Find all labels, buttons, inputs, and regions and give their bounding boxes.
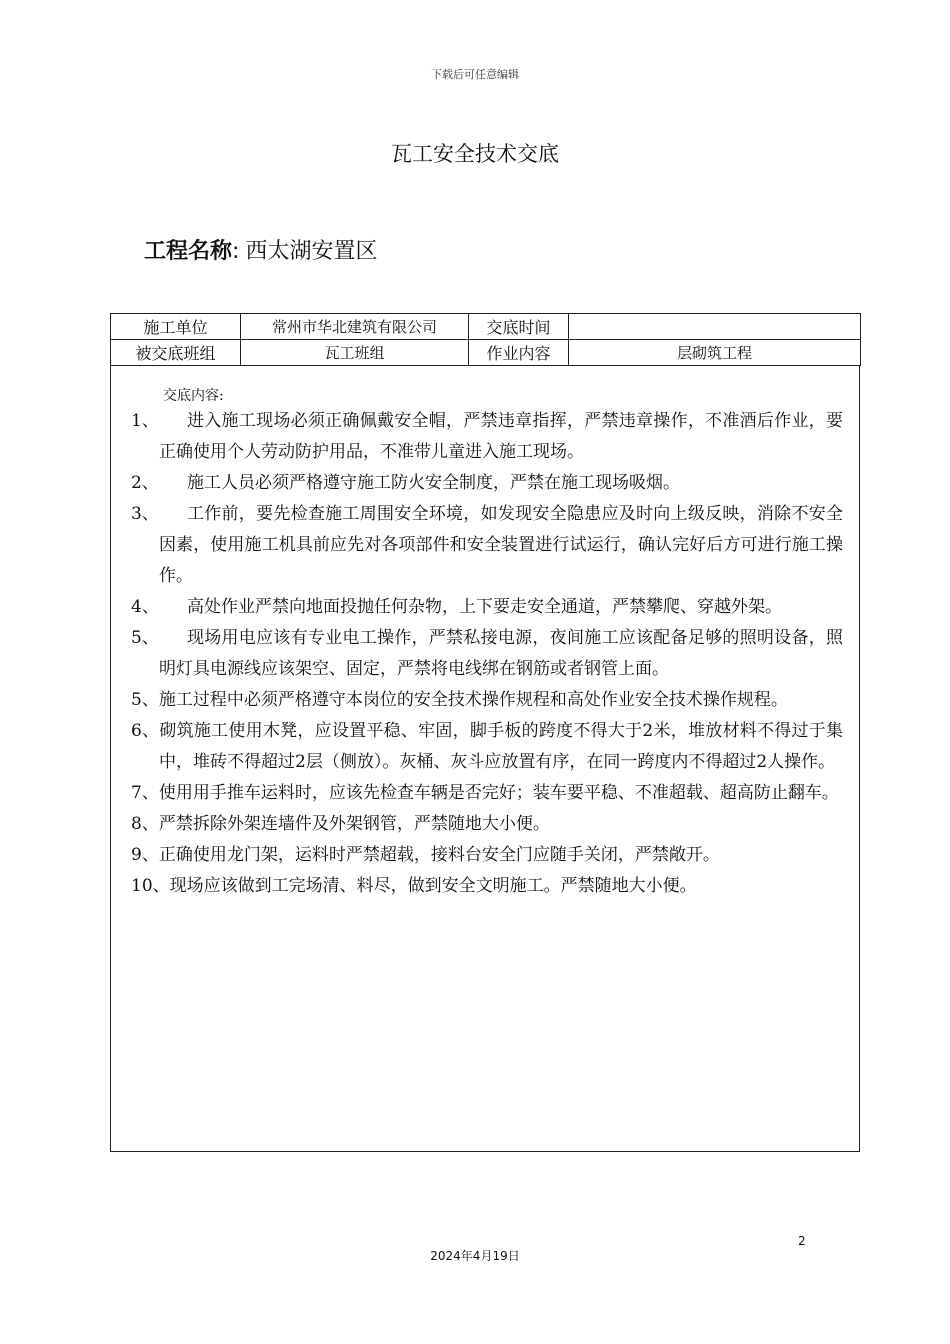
briefing-item: [131, 716, 843, 778]
team-label: 被交底班组: [111, 340, 241, 366]
item-text: 10、现场应该做到工完场清、料尽，做到安全文明施工。严禁随地大小便。: [131, 876, 697, 896]
info-row-2: [111, 340, 861, 366]
page-number: 2: [798, 1234, 806, 1248]
briefing-item: [131, 809, 843, 840]
briefing-item: [131, 623, 843, 685]
briefing-item: [131, 468, 843, 499]
construction-unit-label: 施工单位: [111, 314, 241, 340]
item-number: 5、: [131, 628, 159, 648]
briefing-content-box: [110, 366, 860, 1152]
briefing-item: [131, 778, 843, 809]
item-text: 8、严禁拆除外架连墙件及外架钢管，严禁随地大小便。: [131, 814, 550, 834]
briefing-time-label: 交底时间: [469, 314, 569, 340]
briefing-item: [131, 840, 843, 871]
item-text: 施工人员必须严格遵守施工防火安全制度，严禁在施工现场吸烟。: [187, 473, 680, 493]
info-row-1: [111, 314, 861, 340]
briefing-item: [131, 592, 843, 623]
info-table: [110, 313, 861, 366]
item-number: 2、: [131, 473, 159, 493]
briefing-item: [131, 499, 843, 592]
work-content-value: 层砌筑工程: [569, 340, 861, 366]
construction-unit-value: 常州市华北建筑有限公司: [241, 314, 469, 340]
item-text: 高处作业严禁向地面投抛任何杂物，上下要走安全通道，严禁攀爬、穿越外架。: [187, 597, 782, 617]
item-text: 进入施工现场必须正确佩戴安全帽，严禁违章指挥，严禁违章操作，不准酒后作业，要正确使用个人劳动防护用品，不准带儿童进入施工现场。: [159, 411, 843, 462]
project-name-separator: :: [232, 239, 240, 264]
team-value: 瓦工班组: [241, 340, 469, 366]
item-text: 现场用电应该有专业电工操作，严禁私接电源，夜间施工应该配备足够的照明设备，照明灯具电源线应该架空、固定，严禁将电线绑在钢筋或者钢管上面。: [159, 628, 843, 679]
document-title: 瓦工安全技术交底: [391, 142, 559, 166]
briefing-items: [131, 406, 843, 902]
footer-date: 2024年4月19日: [430, 1249, 520, 1263]
project-name-value: 西太湖安置区: [245, 239, 378, 264]
briefing-item: [131, 685, 843, 716]
briefing-item: [131, 406, 843, 468]
item-text: 9、正确使用龙门架，运料时严禁超载，接料台安全门应随手关闭，严禁敞开。: [131, 845, 720, 865]
content-heading: 交底内容:: [163, 388, 224, 404]
item-number: 4、: [131, 597, 159, 617]
project-name-label: 工程名称: [144, 239, 233, 264]
item-text: 工作前，要先检查施工周围安全环境，如发现安全隐患应及时向上级反映，消除不安全因素，使用施工机具前应先对各项部件和安全装置进行试运行，确认完好后方可进行施工操作。: [159, 504, 843, 586]
work-content-label: 作业内容: [469, 340, 569, 366]
item-text: 5、施工过程中必须严格遵守本岗位的安全技术操作规程和高处作业安全技术操作规程。: [131, 690, 788, 710]
item-text: 6、砌筑施工使用木凳，应设置平稳、牢固，脚手板的跨度不得大于2米，堆放材料不得过于集中，堆砖不得超过2层（侧放）。灰桶、灰斗应放置有序，在同一跨度内不得超过2人操作。: [131, 721, 843, 772]
item-number: 1、: [131, 411, 159, 431]
project-name-line: [144, 234, 377, 265]
item-number: 3、: [131, 504, 159, 524]
header-note: 下载后可任意编辑: [431, 68, 519, 81]
briefing-item: [131, 871, 843, 902]
briefing-time-value: [569, 314, 861, 340]
item-text: 7、使用用手推车运料时，应该先检查车辆是否完好；装车要平稳、不准超载、超高防止翻车。: [131, 783, 839, 803]
